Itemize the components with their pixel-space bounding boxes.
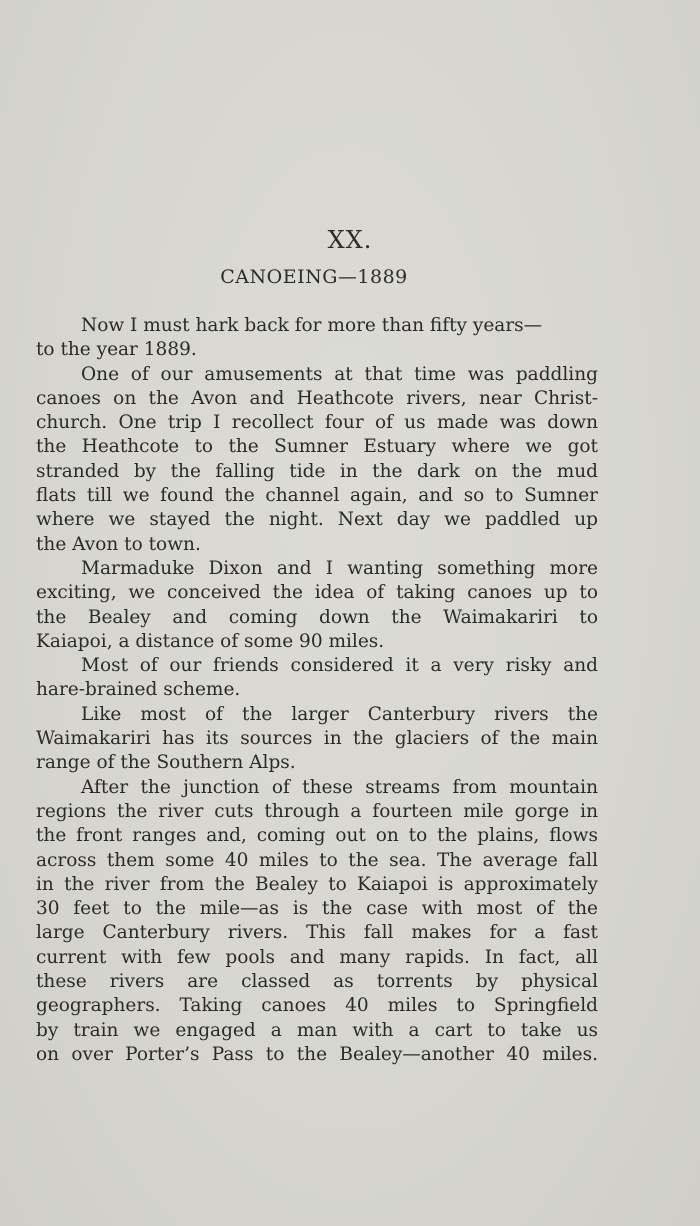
text-line: canoes on the Avon and Heathcote rivers, near Christ- <box>36 387 598 409</box>
text-line: Kaiapoi, a distance of some 90 miles. <box>36 630 385 652</box>
text-line: range of the Southern Alps. <box>36 752 296 774</box>
text-line: 30 feet to the mile—as is the case with most of the <box>36 898 598 920</box>
text-line: Like most of the larger Canterbury rivers the <box>81 703 598 725</box>
text-line: After the junction of these streams from mountain <box>81 776 598 798</box>
text-line: the Avon to town. <box>36 533 201 555</box>
text-line: the Heathcote to the Sumner Estuary where we got <box>36 436 598 458</box>
text-line: where we stayed the night. Next day we paddled up <box>36 509 598 531</box>
text-line: across them some 40 miles to the sea. The average fall <box>36 849 598 871</box>
text-line: One of our amusements at that time was paddling <box>81 363 598 385</box>
text-line: by train we engaged a man with a cart to take us <box>36 1019 598 1041</box>
text-line: Most of our friends considered it a very risky and <box>81 655 598 677</box>
text-line: stranded by the falling tide in the dark on the mud <box>36 460 598 482</box>
text-line: flats till we found the channel again, and so to Sumner <box>36 485 598 507</box>
text-line: in the river from the Bealey to Kaiapoi is approximately <box>36 873 598 895</box>
text-line: exciting, we conceived the idea of taking canoes up to <box>36 582 598 604</box>
text-line: the front ranges and, coming out on to the plains, flows <box>36 825 598 847</box>
text-line: regions the river cuts through a fourteen mile gorge in <box>36 800 598 822</box>
chapter-body-text <box>36 314 598 1067</box>
text-line: the Bealey and coming down the Waimakariri to <box>36 606 598 628</box>
text-line: Marmaduke Dixon and I wanting something more <box>81 557 598 579</box>
text-line: large Canterbury rivers. This fall makes for a fast <box>36 922 598 944</box>
text-line: current with few pools and many rapids. In fact, all <box>36 946 598 968</box>
text-line: Now I must hark back for more than fifty years— <box>81 315 543 336</box>
chapter-title: CANOEING—1889 <box>220 266 408 288</box>
text-line: these rivers are classed as torrents by physical <box>36 971 598 993</box>
text-line: on over Porter’s Pass to the Bealey—another 40 miles. <box>36 1043 598 1065</box>
text-line: church. One trip I recollect four of us made was down <box>36 412 598 434</box>
text-line: to the year 1889. <box>36 339 197 361</box>
text-line: geographers. Taking canoes 40 miles to Springfield <box>36 995 598 1017</box>
chapter-number: XX. <box>327 226 373 254</box>
text-line: Waimakariri has its sources in the glaciers of the main <box>36 728 598 750</box>
text-line: hare-brained scheme. <box>36 679 241 701</box>
